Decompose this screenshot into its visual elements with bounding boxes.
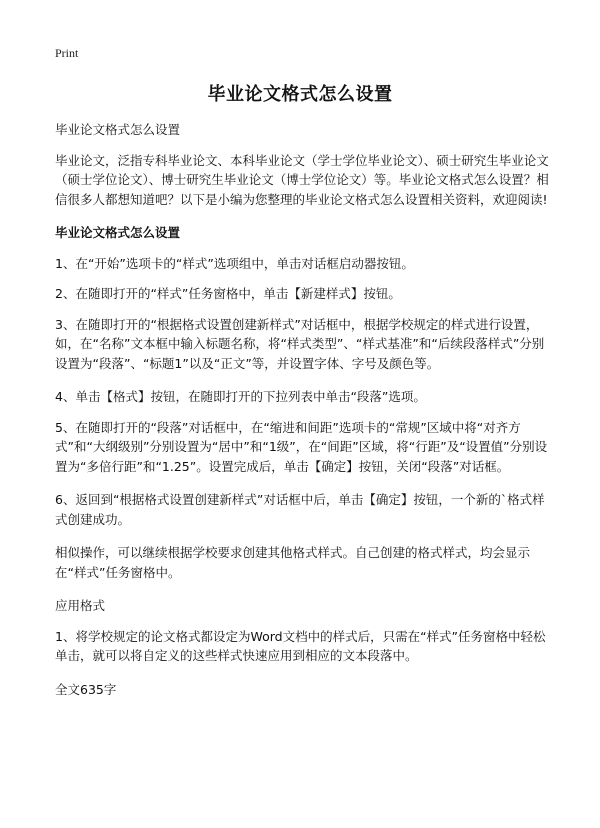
step-5: 5、在随即打开的“段落”对话框中，在“缩进和间距”选项卡的“常规”区域中将“对齐方式”和“大纲级别”分别设置为“居中”和“1级”，在“间距”区域，将“行距”及“设置值”分别设置为“多倍行距”和“1.25”。设置完成后，单击【确定】按钮，关闭“段落”对话框。 [55,419,548,474]
apply-format-heading: 应用格式 [55,598,106,613]
step-6: 6、返回到“根据格式设置创建新样式”对话框中后，单击【确定】按钮，一个新的`格式样式创建成功。 [55,492,545,527]
article-body [55,120,551,713]
intro-paragraph: 毕业论文，泛指专科毕业论文、本科毕业论文（学士学位毕业论文）、硕士研究生毕业论文（硕士学位论文）、博士研究生毕业论文（博士学位论文）等。毕业论文格式怎么设置？相信很多人都想知道吧？以下是小编为您整理的毕业论文格式怎么设置相关资料，欢迎阅读! [55,152,549,207]
step-3: 3、在随即打开的“根据格式设置创建新样式”对话框中，根据学校规定的样式进行设置，如，在“名称”文本框中输入标题名称，将“样式类型”、“样式基准”和“后续段落样式”分别设置为“段落”、“标题1”以及“正文”等，并设置字体、字号及颜色等。 [55,316,545,371]
step-2: 2、在随即打开的“样式”任务窗格中，单击【新建样式】按钮。 [55,286,401,301]
page-title: 毕业论文格式怎么设置 [207,84,393,105]
apply-step-1: 1、将学校规定的论文格式都设定为Word文档中的样式后，只需在“样式”任务窗格中轻松单击，就可以将自定义的这些样式快速应用到相应的文本段落中。 [55,628,546,663]
word-count: 全文635字 [55,681,117,697]
step-1: 1、在“开始”选项卡的“样式”选项组中，单击对话框启动器按钮。 [55,255,414,271]
step-4: 4、单击【格式】按钮，在随即打开的下拉列表中单击“段落”选项。 [55,389,426,404]
article-subtitle: 毕业论文格式怎么设置 [55,122,181,137]
similar-operation-paragraph: 相似操作，可以继续根据学校要求创建其他格式样式。自己创建的格式样式，均会显示在“样式”任务窗格中。 [55,545,531,580]
print-link[interactable]: Print [55,46,79,60]
section-heading: 毕业论文格式怎么设置 [55,225,181,240]
